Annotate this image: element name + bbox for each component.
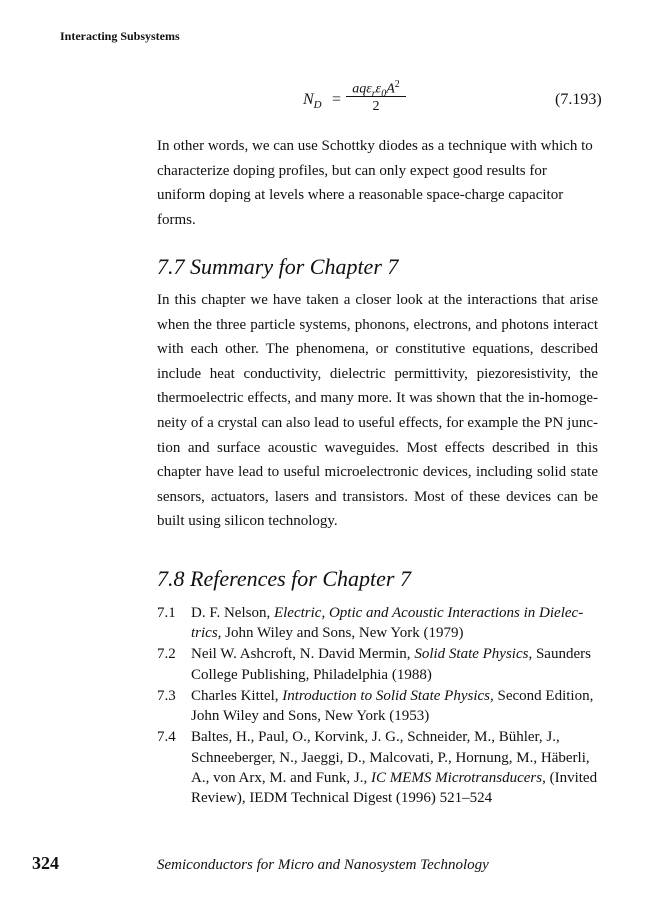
- reference-title: Introduction to Solid State Physics: [282, 687, 490, 704]
- equation-fraction: [344, 74, 408, 117]
- reference-item: 7.3 Charles Kittel, Introduction to Solid State Physics, Second Edition, John Wiley and Sons, New York (1953): [157, 687, 594, 725]
- fraction-denominator: 2: [372, 99, 380, 114]
- footer-book-title: Semiconductors for Micro and Nanosystem Technology: [157, 857, 489, 873]
- reference-item: 7.4 Baltes, H., Paul, O., Korvink, J. G., Schneider, M., Bühler, J., Schneeberger, N., Jaeggi, D., Malcovati, P., Hornung, M., Häberli, A., von Arx, M. and Funk, J., IC MEMS Microtransducers, (Invited Review), IEDM Technical Digest (1996) 521–524: [157, 729, 598, 807]
- equals-sign: =: [332, 91, 342, 108]
- equation-7-193: [0, 74, 652, 124]
- summary-paragraph: In this chapter we have taken a closer look at the interactions that arise when the three particle systems, phonons, electrons, and photons interact with each other. The phenomena, or constitutive equations, described include heat conductivity, dielectric permittivity, piezoresistivity, the thermoelectric effects, and many more. It was shown that the in-homogeneity of a crystal can also lead to useful effects, for example the PN junction and surface acoustic waveguides. Most effects described in this chapter have lead to useful microelectronic devices, including solid state sensors, actuators, lasers and transistors. Most of these devices can be built using silicon technology.: [157, 292, 598, 530]
- reference-list: [157, 603, 598, 809]
- reference-title: IC MEMS Microtransducers: [371, 770, 543, 787]
- running-header: Interacting Subsystems: [60, 29, 180, 43]
- reference-number: 7.3: [157, 687, 176, 704]
- equation-number: (7.193): [555, 91, 602, 108]
- summary-heading: 7.7 Summary for Chapter 7: [157, 254, 399, 279]
- reference-title: Electric, Optic and Acoustic Interactions in Dielectrics,: [191, 605, 584, 642]
- reference-number: 7.4: [157, 729, 176, 746]
- reference-item: 7.1 D. F. Nelson, Electric, Optic and Acoustic Interactions in Dielectrics, John Wiley and Sons, New York (1979): [157, 605, 584, 642]
- intro-paragraph: In other words, we can use Schottky diodes as a technique with which to characterize doping profiles, but can only expect good results for uniform doping at levels where a reasonable space-charge capacitor forms.: [157, 138, 593, 228]
- reference-number: 7.2: [157, 646, 176, 663]
- page-number: 324: [32, 853, 59, 873]
- reference-number: 7.1: [157, 605, 176, 621]
- reference-item: 7.2 Neil W. Ashcroft, N. David Mermin, Solid State Physics, Saunders College Publishing, Philadelphia (1988): [157, 646, 591, 683]
- equation-lhs: $N_D$: [303, 91, 322, 112]
- reference-title: Solid State Physics: [414, 646, 529, 663]
- references-heading: 7.8 References for Chapter 7: [157, 566, 411, 591]
- fraction-numerator: $aq\varepsilon_r\varepsilon_0A^2$: [352, 79, 400, 100]
